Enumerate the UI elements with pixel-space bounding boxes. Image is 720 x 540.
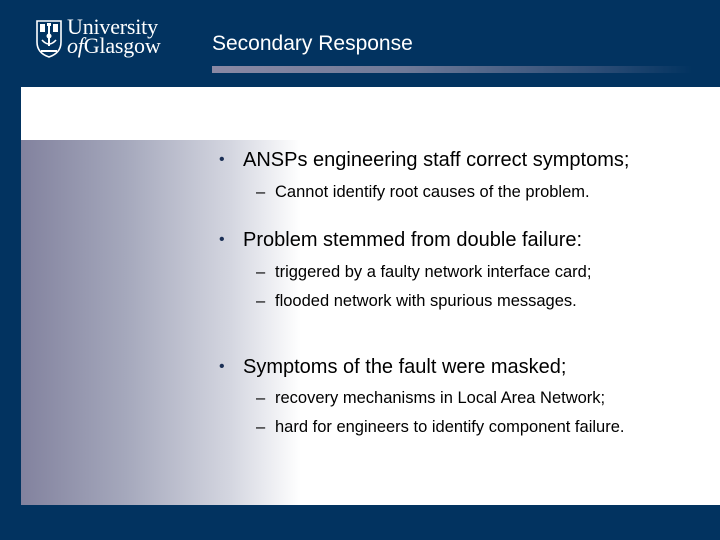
logo-text-glasgow: [67, 35, 161, 57]
bullet-item: [219, 228, 583, 252]
slide-content: [21, 87, 720, 505]
bullet-item: [219, 148, 630, 172]
university-logo: [36, 14, 161, 60]
bullet-icon: •: [219, 151, 225, 168]
bullet-text: Symptoms of the fault were masked;: [243, 356, 567, 378]
sub-bullet-text: recovery mechanisms in Local Area Network;: [275, 389, 606, 407]
sub-bullet-item: [256, 182, 590, 202]
slide-header: [0, 0, 720, 87]
dash-icon: –: [256, 418, 266, 436]
sub-bullet-item: [256, 262, 592, 282]
bullet-text: ANSPs engineering staff correct symptoms;: [243, 149, 630, 171]
dash-icon: –: [256, 292, 266, 310]
logo-text-university: University: [67, 14, 158, 39]
sub-bullet-item: [256, 388, 606, 408]
bullet-text: Problem stemmed from double failure:: [243, 229, 583, 251]
sub-bullet-item: [256, 291, 577, 311]
sub-bullet-text: Cannot identify root causes of the problem.: [275, 183, 590, 201]
bullet-list: [21, 87, 720, 505]
bullet-item: [219, 355, 567, 379]
dash-icon: –: [256, 263, 266, 281]
logo-text-glasgow-main: Glasgow: [83, 33, 161, 58]
slide-title: Secondary Response: [212, 32, 413, 55]
sub-bullet-text: hard for engineers to identify component failure.: [275, 418, 625, 436]
logo-text-of: of: [67, 33, 84, 58]
dash-icon: –: [256, 183, 266, 201]
bullet-icon: •: [219, 358, 225, 375]
bullet-icon: •: [219, 231, 225, 248]
sub-bullet-text: flooded network with spurious messages.: [275, 292, 577, 310]
sub-bullet-text: triggered by a faulty network interface card;: [275, 263, 592, 281]
university-crest-icon: [36, 20, 62, 58]
dash-icon: –: [256, 389, 266, 407]
sub-bullet-item: [256, 417, 625, 437]
title-underline-bar: [212, 66, 692, 73]
